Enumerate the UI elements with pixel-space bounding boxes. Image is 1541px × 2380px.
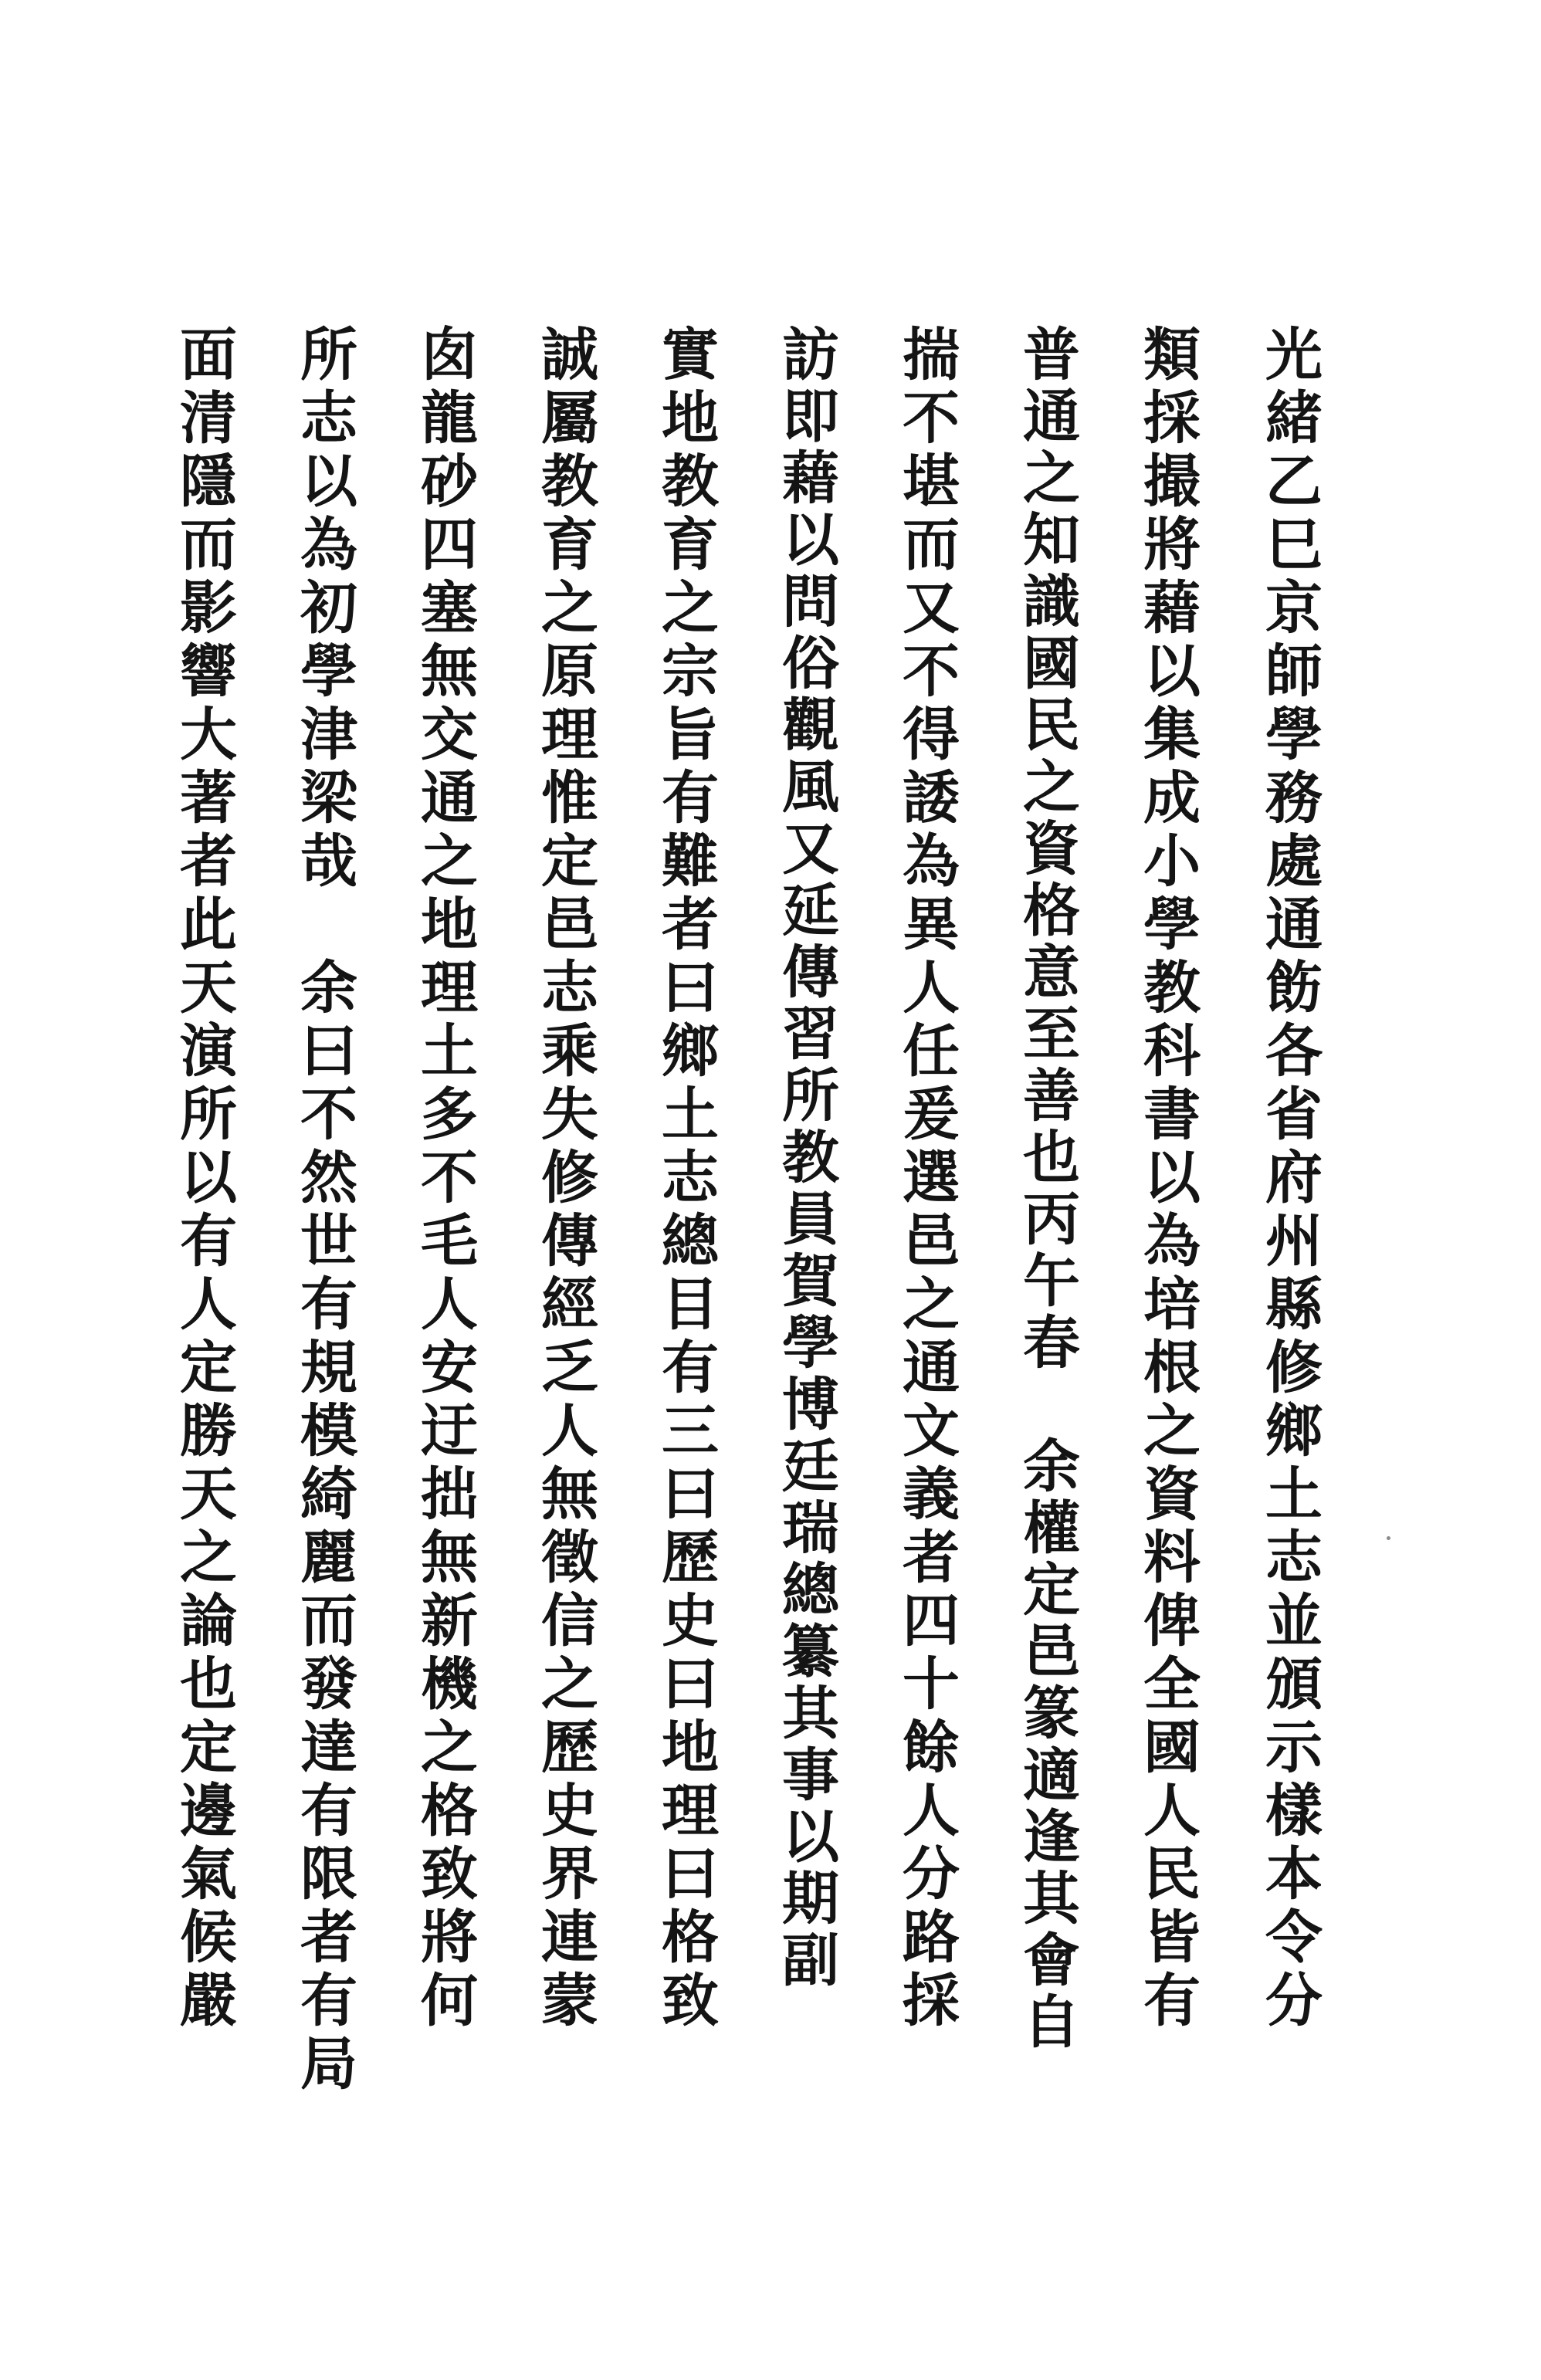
text-column-5-content: 訪即藉以問俗觀風又延傳習所教員賀學博廷瑞總纂其事以期副	[773, 324, 839, 1992]
text-column-3	[1004, 324, 1089, 2092]
text-column-7	[523, 324, 608, 2092]
text-column-5	[764, 324, 848, 2092]
text-column-8	[402, 324, 487, 2092]
text-column-9-content: 所志以為初學津梁哉 余曰不然世有規模綺麗而發達有限者有局	[291, 324, 357, 2097]
text-column-2	[1125, 324, 1210, 2092]
vertical-text-block	[171, 324, 1332, 2097]
text-column-2-content: 類採撮將藉以集成小學教科書以為培根之資料俾全國人民皆有	[1134, 324, 1201, 2033]
text-column-1	[1247, 324, 1332, 2092]
text-column-7-content: 誠屬教育之原理惟定邑志乘失修傳經乏人無徵信之歷史界連蒙	[532, 324, 598, 2033]
text-column-3-content: 普通之知識國民之資格意至善也丙午春 余權定邑篆適逢其會自	[1014, 324, 1080, 2053]
text-column-1-content: 光緒乙巳京師學務處通飭各省府州縣修鄉土志並頒示樣本令分	[1256, 324, 1323, 2033]
text-column-9	[282, 324, 367, 2097]
text-column-8-content: 囱龍砂四塞無交通之地理土多不毛人安迂拙無新機之格致將何	[411, 324, 478, 2033]
text-column-6	[643, 324, 728, 2092]
text-column-10-content: 面清隱而影響大著者此天演所以有人定勝天之論也定邊氣候嚴	[171, 324, 237, 2033]
text-column-6-content: 實地教育之宗旨有難者曰鄉土志總目有三曰歷史曰地理曰格致	[652, 324, 719, 2033]
text-column-4-content: 揣不堪而又不得諉為異人任爰選邑之通文義者四十餘人分路採	[893, 324, 960, 2033]
paper-speck	[1387, 1536, 1390, 1540]
text-column-4	[884, 324, 969, 2092]
text-column-10	[161, 324, 246, 2092]
